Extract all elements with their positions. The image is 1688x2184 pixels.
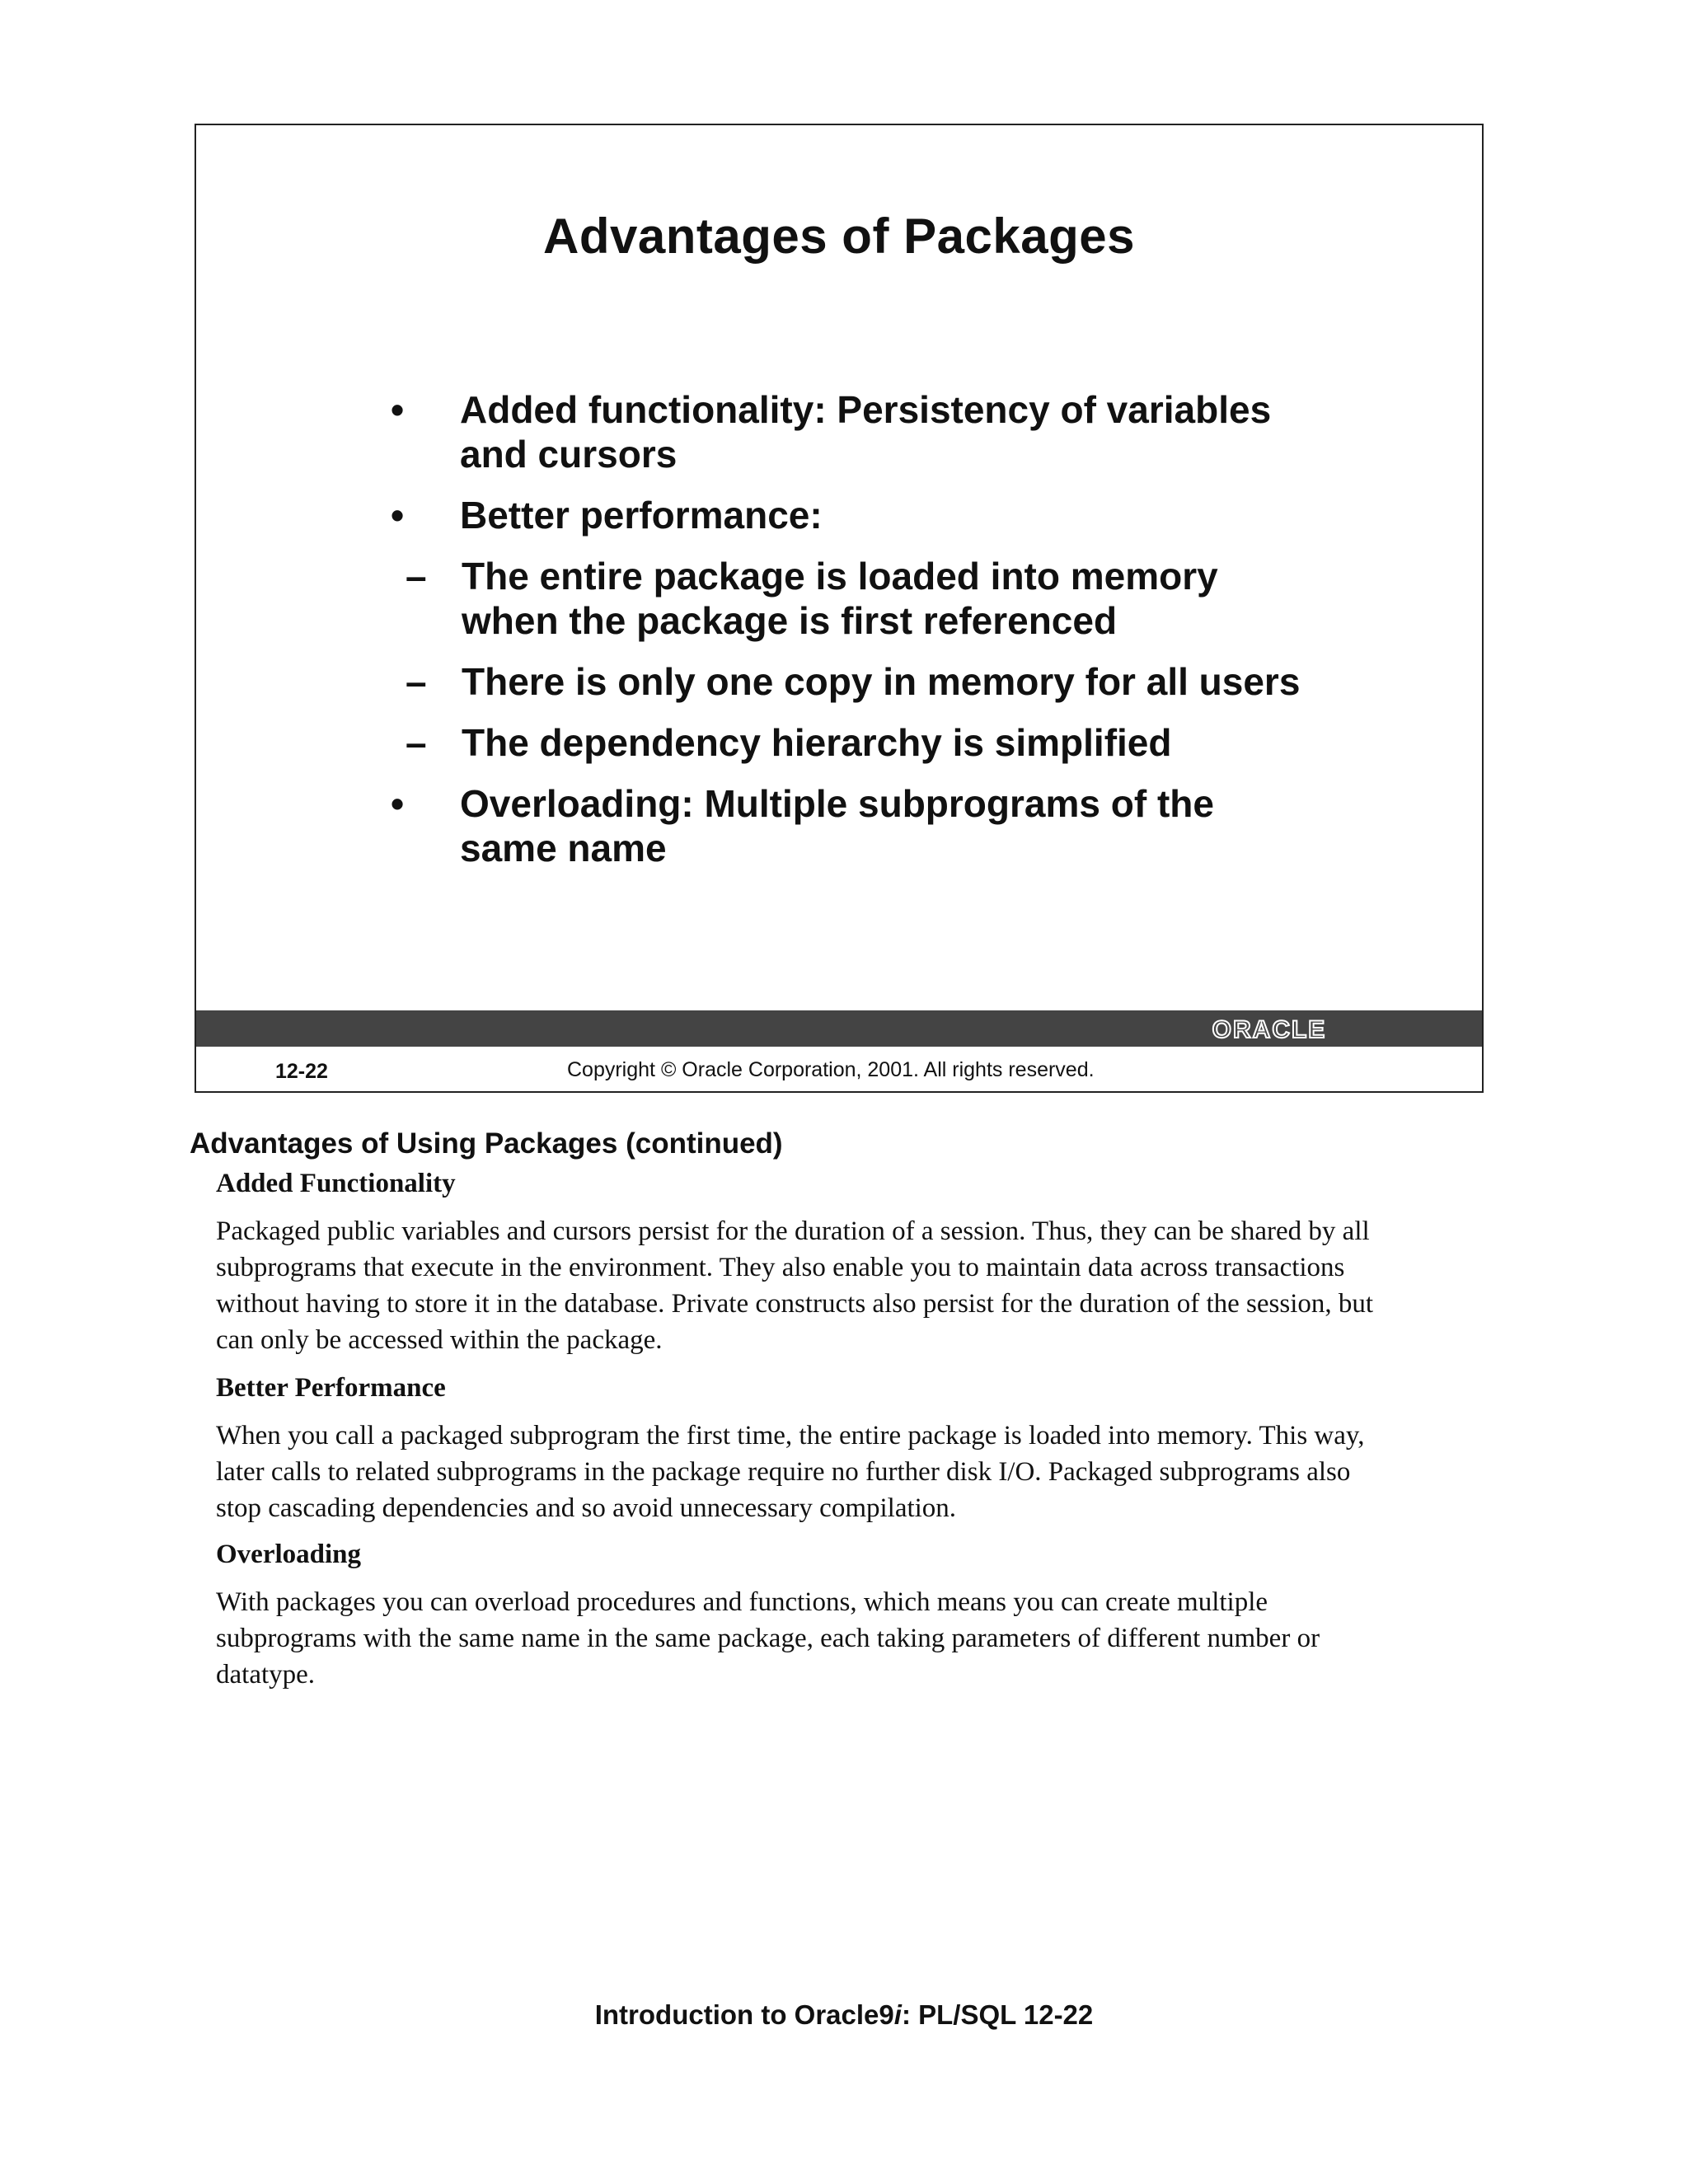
page-footer-prefix: Introduction to Oracle9 [594, 1999, 894, 2030]
slide-bullet-list [196, 125, 1482, 1091]
sub-bullet-text: The dependency hierarchy is simplified [462, 721, 1172, 764]
paragraph-line: can only be accessed within the package. [216, 1325, 663, 1355]
bullet-text-line1: Overloading: Multiple subprograms of the [460, 782, 1214, 825]
slide-number: 12-22 [275, 1060, 328, 1083]
bullet-icon: • [391, 494, 405, 537]
section-title-better-performance: Better Performance [216, 1373, 446, 1403]
oracle-logo-text: ORACLE [1212, 1016, 1327, 1042]
paragraph-line: datatype. [216, 1660, 316, 1690]
page-footer-italic: i [893, 1999, 902, 2030]
dash-icon: – [406, 721, 427, 764]
bullet-text-line1: Added functionality: Persistency of variables [460, 388, 1272, 431]
oracle-logo [1189, 1015, 1350, 1042]
paragraph-better-performance [216, 1418, 1502, 1526]
dash-icon: – [406, 660, 427, 703]
paragraph-line: subprograms that execute in the environment. They also enable you to maintain data across transactions [216, 1253, 1345, 1282]
notes-heading: Advantages of Using Packages (continued) [190, 1127, 783, 1160]
paragraph-added-functionality [216, 1213, 1502, 1358]
page-footer [0, 1999, 1688, 2031]
sub-bullet-text-line1: The entire package is loaded into memory [462, 555, 1218, 598]
section-title-added-functionality: Added Functionality [216, 1169, 456, 1198]
paragraph-line: stop cascading dependencies and so avoid unnecessary compilation. [216, 1493, 957, 1523]
slide-frame [195, 124, 1484, 1093]
section-title-overloading: Overloading [216, 1540, 362, 1569]
paragraph-line: subprograms with the same name in the same package, each taking parameters of different number or [216, 1624, 1320, 1653]
paragraph-line: Packaged public variables and cursors persist for the duration of a session. Thus, they can be shared by all [216, 1216, 1370, 1246]
slide-footer [196, 1047, 1482, 1093]
slide-copyright: Copyright © Oracle Corporation, 2001. All rights reserved. [567, 1058, 1095, 1081]
paragraph-line: later calls to related subprograms in the package require no further disk I/O. Packaged subprograms also [216, 1457, 1351, 1487]
bullet-icon: • [391, 782, 405, 825]
paragraph-line: When you call a packaged subprogram the first time, the entire package is loaded into memory. This way, [216, 1421, 1365, 1451]
paragraph-line: without having to store it in the database. Private constructs also persist for the duration of the session, but [216, 1289, 1374, 1319]
bullet-icon: • [391, 388, 405, 431]
slide-title: Advantages of Packages [543, 209, 1135, 264]
page-footer-suffix: : PL/SQL 12-22 [901, 1999, 1094, 2030]
bullet-text-line2: and cursors [460, 433, 678, 476]
bullet-text: Better performance: [460, 494, 823, 537]
paragraph-line: With packages you can overload procedures and functions, which means you can create multiple [216, 1587, 1268, 1617]
paragraph-overloading [216, 1584, 1502, 1693]
sub-bullet-text: There is only one copy in memory for all users [462, 660, 1301, 703]
slide-footer-bar [196, 1010, 1482, 1047]
dash-icon: – [406, 555, 427, 598]
bullet-text-line2: same name [460, 827, 667, 869]
sub-bullet-text-line2: when the package is first referenced [462, 599, 1118, 642]
